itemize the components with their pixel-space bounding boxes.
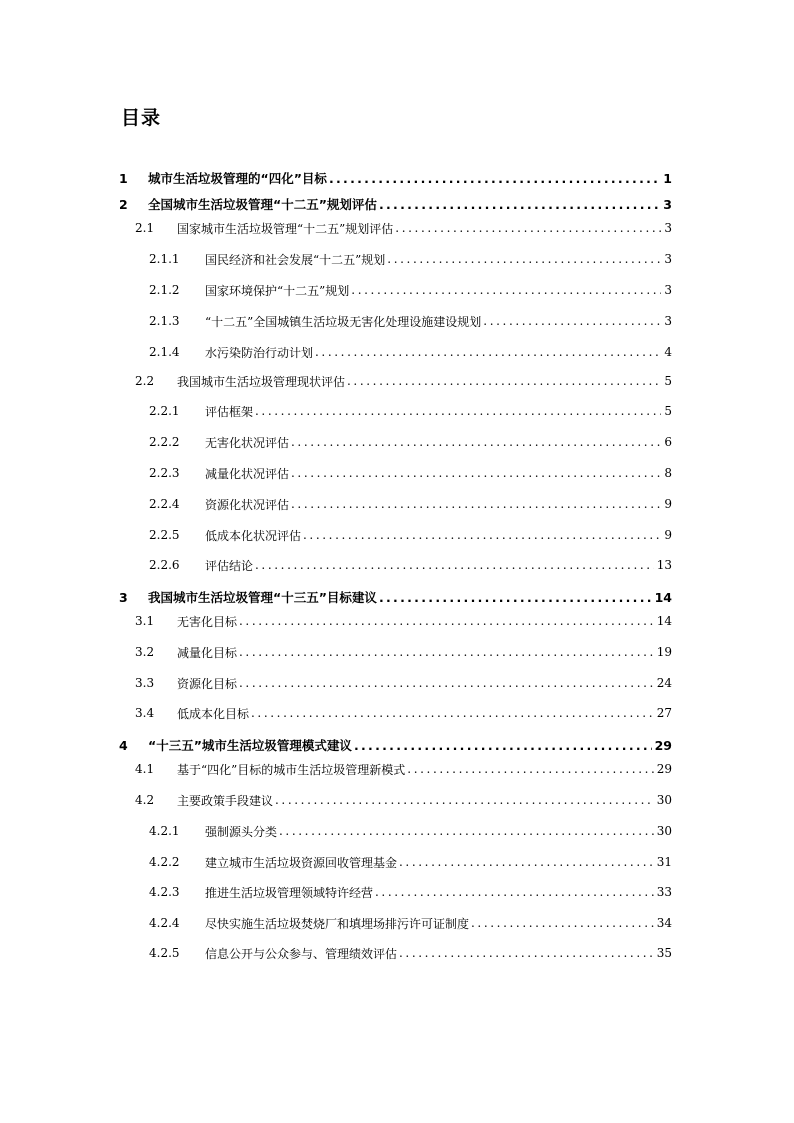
toc-text: 主要政策手段建议 [177, 793, 274, 808]
toc-leader [471, 916, 654, 930]
toc-page-number: 5 [664, 404, 672, 418]
toc-entry-2-2[interactable] [135, 371, 672, 391]
toc-number: 4.2.3 [149, 885, 180, 899]
toc-text: 尽快实施生活垃圾焚烧厂和填埋场排污许可证制度 [205, 916, 470, 931]
toc-number: 4.2.5 [149, 946, 180, 960]
toc-number: 4.2.1 [149, 824, 180, 838]
toc-number: 2.1 [135, 221, 155, 235]
toc-leader [291, 497, 661, 511]
toc-text: 资源化状况评估 [205, 497, 290, 512]
toc-text: 我国城市生活垃圾管理“十三五”目标建议 [148, 590, 377, 605]
toc-page-number: 3 [664, 314, 672, 328]
toc-entry-2-2-4[interactable] [149, 494, 672, 514]
toc-text: 低成本化目标 [177, 706, 250, 721]
toc-number: 2.2.5 [149, 528, 180, 542]
toc-text: 减量化目标 [177, 645, 238, 660]
toc-text: 资源化目标 [177, 676, 238, 691]
toc-entry-2-1-2[interactable] [149, 280, 672, 300]
toc-text: 评估框架 [205, 404, 254, 419]
toc-leader [395, 221, 661, 235]
toc-page-number: 1 [663, 170, 672, 186]
toc-text: 我国城市生活垃圾管理现状评估 [177, 374, 346, 389]
toc-entry-2-1-1[interactable] [149, 249, 672, 269]
toc-page-number: 30 [656, 793, 672, 807]
toc-page-number: 13 [656, 558, 672, 572]
toc-entry-2-2-6[interactable] [149, 555, 672, 575]
toc-entry-3-3[interactable] [135, 673, 672, 693]
toc-entry-4-2-4[interactable] [149, 913, 672, 933]
toc-entry-2-1-3[interactable] [149, 311, 672, 331]
toc-text: 低成本化状况评估 [205, 528, 302, 543]
toc-entry-4-2-5[interactable] [149, 943, 672, 963]
toc-entry-4-2-2[interactable] [149, 852, 672, 872]
toc-leader [375, 885, 654, 899]
toc-text: 城市生活垃圾管理的“四化”目标 [148, 171, 327, 186]
toc-page-number: 8 [664, 466, 672, 480]
toc-text: 信息公开与公众参与、管理绩效评估 [205, 946, 398, 961]
toc-page-number: 3 [663, 196, 672, 212]
toc-page-number: 31 [656, 855, 672, 869]
toc-number: 3.3 [135, 676, 155, 690]
toc-entry-2-1-4[interactable] [149, 342, 672, 362]
toc-text: 国家环境保护“十二五”规划 [205, 283, 350, 298]
toc-leader [347, 374, 661, 388]
toc-text: 国家城市生活垃圾管理“十二五”规划评估 [177, 221, 394, 236]
toc-entry-4[interactable] [119, 735, 672, 755]
toc-page-number: 19 [656, 645, 672, 659]
toc-text: 评估结论 [205, 558, 254, 573]
toc-page-number: 34 [656, 916, 672, 930]
toc-number: 4 [119, 737, 128, 753]
toc-leader [255, 404, 661, 418]
toc-leader [251, 706, 654, 720]
toc-leader [255, 558, 654, 572]
toc-leader [239, 676, 654, 690]
toc-entry-1[interactable] [119, 168, 672, 188]
toc-page-number: 14 [654, 589, 672, 605]
toc-page-number: 9 [664, 528, 672, 542]
toc-text: 无害化状况评估 [205, 435, 290, 450]
toc-entry-2-2-1[interactable] [149, 401, 672, 421]
toc-entry-2[interactable] [119, 194, 672, 214]
toc-leader [407, 762, 653, 776]
toc-leader [239, 614, 654, 628]
toc-leader [351, 283, 661, 297]
toc-number: 3.1 [135, 614, 155, 628]
toc-text: 无害化目标 [177, 614, 238, 629]
toc-entry-3-2[interactable] [135, 642, 672, 662]
toc-leader [387, 252, 661, 266]
toc-number: 2.2.2 [149, 435, 180, 449]
toc-page-number: 29 [654, 737, 672, 753]
toc-entry-4-2[interactable] [135, 790, 672, 810]
toc-page-number: 33 [656, 885, 672, 899]
toc-number: 3.4 [135, 706, 155, 720]
toc-leader [399, 946, 654, 960]
toc-text: 水污染防治行动计划 [205, 345, 314, 360]
toc-number: 4.1 [135, 762, 155, 776]
toc-leader [329, 171, 660, 186]
toc-text: 全国城市生活垃圾管理“十二五”规划评估 [148, 197, 377, 212]
toc-number: 2.2.4 [149, 497, 180, 511]
toc-entry-2-1[interactable] [135, 218, 672, 238]
toc-leader [354, 738, 652, 753]
toc-entry-2-2-5[interactable] [149, 525, 672, 545]
toc-page-number: 3 [664, 283, 672, 297]
toc-page-number: 30 [656, 824, 672, 838]
toc-number: 3 [119, 589, 128, 605]
toc-page-number: 35 [656, 946, 672, 960]
toc-entry-3[interactable] [119, 587, 672, 607]
toc-text: 减量化状况评估 [205, 466, 290, 481]
toc-text: 建立城市生活垃圾资源回收管理基金 [205, 855, 398, 870]
toc-leader [379, 590, 652, 605]
toc-number: 4.2.2 [149, 855, 180, 869]
toc-number: 1 [119, 170, 128, 186]
toc-leader [275, 793, 654, 807]
toc-number: 2.1.4 [149, 345, 180, 359]
toc-entry-4-2-3[interactable] [149, 882, 672, 902]
toc-page-number: 24 [656, 676, 672, 690]
toc-leader [303, 528, 661, 542]
toc-page-number: 27 [656, 706, 672, 720]
toc-number: 2.2.6 [149, 558, 180, 572]
toc-number: 2.1.3 [149, 314, 180, 328]
toc-number: 3.2 [135, 645, 155, 659]
toc-title: 目录 [121, 107, 162, 129]
toc-number: 2 [119, 196, 128, 212]
toc-entry-3-4[interactable] [135, 703, 672, 723]
toc-leader [291, 435, 661, 449]
toc-leader [399, 855, 654, 869]
toc-page-number: 29 [656, 762, 672, 776]
toc-leader [279, 824, 654, 838]
toc-page-number: 3 [664, 221, 672, 235]
toc-number: 2.2.3 [149, 466, 180, 480]
toc-page-number: 6 [664, 435, 672, 449]
toc-text: “十三五”城市生活垃圾管理模式建议 [148, 738, 352, 753]
toc-leader [379, 197, 660, 212]
toc-entry-4-1[interactable] [135, 759, 672, 779]
toc-text: 强制源头分类 [205, 824, 278, 839]
toc-number: 2.2.1 [149, 404, 180, 418]
toc-text: 基于“四化”目标的城市生活垃圾管理新模式 [177, 762, 406, 777]
toc-number: 2.2 [135, 374, 155, 388]
toc-page-number: 3 [664, 252, 672, 266]
toc-leader [483, 314, 661, 328]
toc-entry-2-2-3[interactable] [149, 463, 672, 483]
toc-number: 2.1.1 [149, 252, 180, 266]
toc-leader [239, 645, 654, 659]
toc-text: 国民经济和社会发展“十二五”规划 [205, 252, 386, 267]
toc-page-number: 5 [664, 374, 672, 388]
toc-page-number: 9 [664, 497, 672, 511]
toc-entry-2-2-2[interactable] [149, 432, 672, 452]
toc-entry-3-1[interactable] [135, 611, 672, 631]
toc-leader [315, 345, 661, 359]
toc-text: 推进生活垃圾管理领域特许经营 [205, 885, 374, 900]
toc-number: 4.2.4 [149, 916, 180, 930]
toc-entry-4-2-1[interactable] [149, 821, 672, 841]
toc-number: 2.1.2 [149, 283, 180, 297]
toc-number: 4.2 [135, 793, 155, 807]
toc-text: “十二五”全国城镇生活垃圾无害化处理设施建设规划 [205, 314, 482, 329]
toc-page-number: 14 [656, 614, 672, 628]
toc-leader [291, 466, 661, 480]
toc-page-number: 4 [664, 345, 672, 359]
